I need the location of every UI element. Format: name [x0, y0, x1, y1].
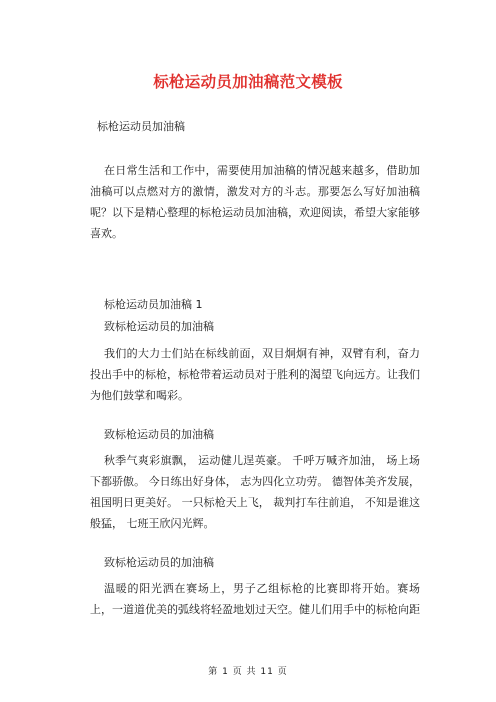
entry-heading: 致标枪运动员的加油稿: [104, 428, 214, 441]
entry-heading: 致标枪运动员的加油稿: [104, 556, 214, 569]
entry-body: 温暖的阳光洒在赛场上，男子乙组标枪的比赛即将开始。赛场上，一道道优美的弧线将轻盈地划过天空。健儿们用手中的标枪向距: [90, 582, 420, 616]
entry-body: 我们的大力士们站在标线前面，双目炯炯有神，双臂有利，奋力投出手中的标枪，标枪带着运动员对于胜利的渴望飞向远方。让我们为他们鼓掌和喝彩。: [90, 347, 420, 402]
document-title: 标枪运动员加油稿范文模板: [153, 73, 343, 91]
section-heading: 标枪运动员加油稿 1: [104, 298, 203, 311]
intro-paragraph: 在日常生活和工作中，需要使用加油稿的情况越来越多，借助加油稿可以点燃对方的激情，激发对方的斗志。那要怎么写好加油稿呢？以下是精心整理的标枪运动员加油稿，欢迎阅读，希望大家能够喜欢。: [90, 164, 420, 240]
entry-body: 秋季气爽彩旗飘， 运动健儿逞英豪。 千呼万喊齐加油， 场上场下都骄傲。 今日练出好身体， 志为四化立功劳。 德智体美齐发展， 祖国明日更美好。 一只标枪天上飞， 裁判打车往前追， 不知是谁这般猛， 七班王欣闪光辉。: [90, 454, 420, 530]
entry-heading: 致标枪运动员的加油稿: [104, 320, 214, 333]
document-subtitle: 标枪运动员加油稿: [97, 120, 185, 133]
page-number-footer: 第 1 页 共 11 页: [208, 667, 288, 677]
